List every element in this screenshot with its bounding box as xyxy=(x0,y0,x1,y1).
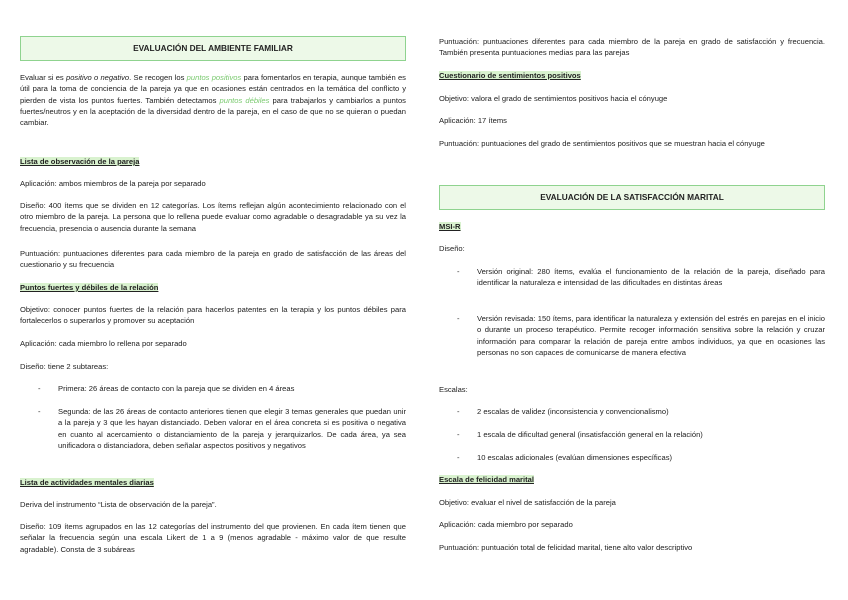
subsection-title: Lista de actividades mentales diarias xyxy=(20,478,154,487)
text-puntuacion: Puntuación: puntuación total de felicidad marital, tiene alto valor descriptivo xyxy=(439,543,693,552)
bullet-marker: - xyxy=(457,314,460,323)
text-puntuacion: Puntuación: puntuaciones diferentes para cada miembro de la pareja en grado de satisfacción de las áreas del cuestionario y su frecuencia xyxy=(20,249,406,270)
section-header: EVALUACIÓN DE LA SATISFACCIÓN MARITAL xyxy=(439,185,825,210)
subsection-title: Cuestionario de sentimientos positivos xyxy=(439,71,581,80)
subsection-title: Lista de observación de la pareja xyxy=(20,157,140,166)
bullet-marker: - xyxy=(457,407,460,416)
text-diseno: Diseño: 109 ítems agrupados en las 12 categorías del instrumento del que provienen. En cada ítem tienen que señalar la frecuencia según una escala Likert de 1 a 9 (menos agradable - máximo valor de que resulte agradable). Consta de 3 subáreas xyxy=(20,522,406,554)
bullet-marker: - xyxy=(457,430,460,439)
text-puntuacion: Puntuación: puntuaciones diferentes para cada miembro de la pareja en grado de satisfacción y frecuencia. También presenta puntuaciones medias para las parejas xyxy=(439,37,825,58)
intro-paragraph: Evaluar si es positivo o negativo. Se recogen los puntos positivos para fomentarlos en terapia, aunque también es útil para la toma de conciencia de la pareja ya que en ocasiones están centrados en la temática del conflicto y pierden de vista los puntos fuertes. También detectamos puntos débiles para trabajarlos y cambiarlos a puntos fuertes/neutros y en la aceptación de la diversidad dentro de la pareja, en el caso de que no se quieran o puedan cambiar. xyxy=(20,73,406,128)
text-objetivo: Objetivo: valora el grado de sentimientos positivos hacia el cónyuge xyxy=(439,94,668,103)
subsection-title: Escala de felicidad marital xyxy=(439,475,534,484)
text-aplicacion: Aplicación: ambos miembros de la pareja por separado xyxy=(20,179,206,188)
subsection-title: Puntos fuertes y débiles de la relación xyxy=(20,283,159,292)
bullet-marker: - xyxy=(38,407,41,416)
text-escalas: Escalas: xyxy=(439,385,468,394)
text-aplicacion: Aplicación: cada miembro lo rellena por separado xyxy=(20,339,187,348)
bullet-marker: - xyxy=(38,384,41,393)
text-diseno: Diseño: 400 ítems que se dividen en 12 categorías. Los ítems reflejan algún acontecimiento relacionado con el otro miembro de la pareja. La persona que lo rellena puede evaluar como agradable o desagradable ya su vez la frecuencia, presencia o ausencia durante la semana xyxy=(20,201,406,233)
text-diseno: Diseño: xyxy=(439,244,465,253)
text-diseno: Diseño: tiene 2 subtareas: xyxy=(20,362,109,371)
text-objetivo: Objetivo: evaluar el nivel de satisfacción de la pareja xyxy=(439,498,616,507)
subsection-title: MSI-R xyxy=(439,222,461,231)
text-deriva: Deriva del instrumento “Lista de observación de la pareja”. xyxy=(20,500,217,509)
text-puntuacion: Puntuación: puntuaciones del grado de sentimientos positivos que se muestran hacia el cónyuge xyxy=(439,139,765,148)
text-aplicacion: Aplicación: 17 ítems xyxy=(439,116,507,125)
bullet-marker: - xyxy=(457,267,460,276)
section-header: EVALUACIÓN DEL AMBIENTE FAMILIAR xyxy=(20,36,406,61)
text-objetivo: Objetivo: conocer puntos fuertes de la relación para hacerlos patentes en la terapia y los puntos débiles para fortalecerlos o superarlos y promover su aceptación xyxy=(20,305,406,326)
bullet-marker: - xyxy=(457,453,460,462)
text-aplicacion: Aplicación: cada miembro por separado xyxy=(439,520,573,529)
